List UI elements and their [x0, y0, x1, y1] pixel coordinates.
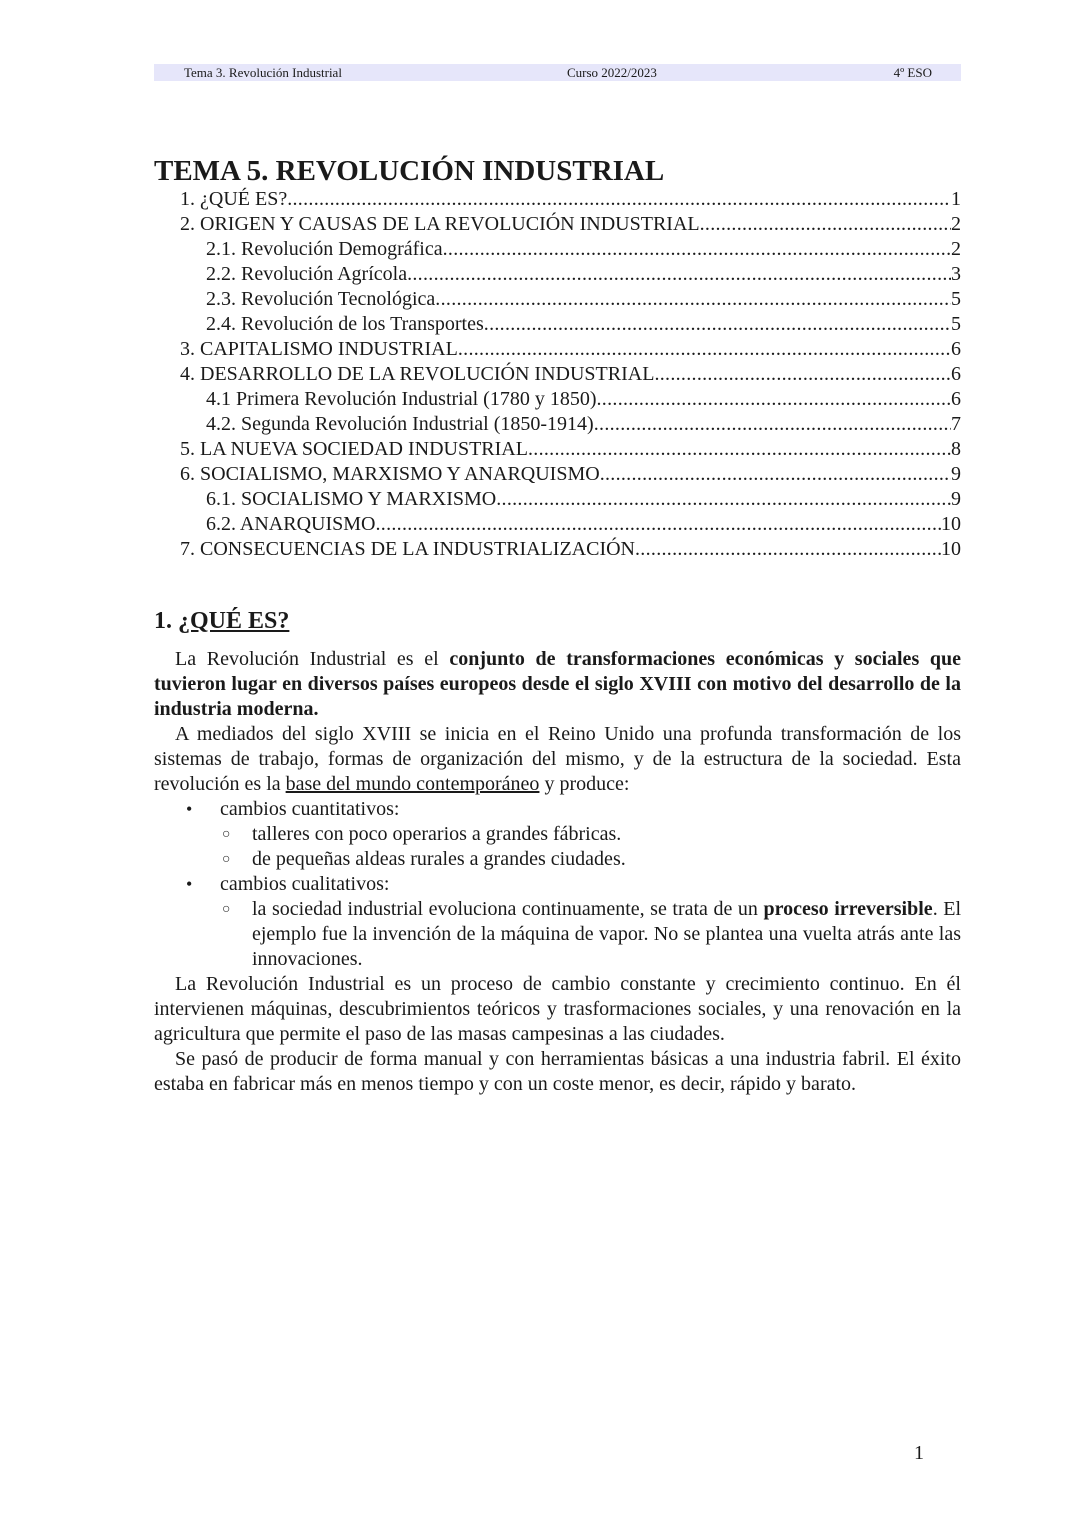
toc-entry-text: 2.3. Revolución Tecnológica: [206, 288, 436, 310]
paragraph-text: A mediados del siglo XVIII se inicia en el Reino Unido una profunda transformación de los sistemas de trabajo, formas de organización del mismo, y de la estructura de la sociedad. Esta revolución es la: [154, 723, 961, 795]
header-center: Curso 2022/2023: [567, 65, 657, 80]
toc-entry-page: 1: [951, 188, 961, 210]
header-left: Tema 3. Revolución Industrial: [184, 65, 342, 80]
toc-entry-text: 2. ORIGEN Y CAUSAS DE LA REVOLUCIÓN INDUSTRIAL: [180, 213, 700, 235]
toc-entry[interactable]: [180, 362, 961, 387]
toc-leader: [458, 337, 951, 362]
toc-entry-page: 5: [951, 288, 961, 310]
circle-bullet-icon: ○: [222, 852, 231, 867]
toc-entry[interactable]: [206, 412, 961, 437]
toc-entry-page: 7: [951, 413, 961, 435]
toc-leader: [435, 287, 951, 312]
circle-bullet-icon: ○: [222, 902, 231, 917]
page-header: [154, 64, 961, 81]
section-heading: [154, 605, 289, 637]
toc-leader: [375, 512, 941, 537]
toc-entry-page: 6: [951, 388, 961, 410]
toc-entry[interactable]: [206, 237, 961, 262]
sub-list: [220, 897, 961, 972]
page-number: 1: [914, 1442, 924, 1464]
toc-entry[interactable]: [206, 312, 961, 337]
toc-entry-page: 10: [941, 538, 961, 560]
list-item-text: cambios cualitativos:: [220, 873, 390, 895]
toc-entry-text: 2.2. Revolución Agrícola: [206, 263, 408, 285]
toc-leader: [528, 437, 951, 462]
paragraph-text: La Revolución Industrial es el: [175, 648, 450, 670]
sub-list-item: [222, 897, 962, 972]
bullet-icon: •: [186, 874, 193, 894]
sub-list-item: [222, 847, 961, 872]
toc-entry[interactable]: [180, 537, 961, 562]
toc-leader: [700, 212, 951, 237]
sub-list-item-bold-text: proceso irreversible: [763, 898, 933, 920]
section-title: ¿QUÉ ES?: [178, 608, 290, 634]
toc-entry-page: 9: [951, 488, 961, 510]
toc-entry-text: 6.1. SOCIALISMO Y MARXISMO: [206, 488, 497, 510]
table-of-contents: [180, 187, 961, 562]
toc-entry-page: 2: [951, 213, 961, 235]
list-item: [186, 797, 961, 872]
toc-entry-text: 2.1. Revolución Demográfica: [206, 238, 443, 260]
toc-entry-text: 1. ¿QUÉ ES?: [180, 188, 288, 210]
sub-list-item-text: de pequeñas aldeas rurales a grandes ciudades.: [252, 848, 626, 870]
toc-entry-text: 6. SOCIALISMO, MARXISMO Y ANARQUISMO: [180, 463, 600, 485]
toc-entry[interactable]: [206, 262, 961, 287]
toc-entry-text: 4.2. Segunda Revolución Industrial (1850-1914): [206, 413, 594, 435]
toc-leader: [635, 537, 941, 562]
bullet-icon: •: [186, 799, 193, 819]
toc-leader: [600, 462, 951, 487]
section-number: 1.: [154, 608, 172, 634]
toc-entry[interactable]: [206, 512, 961, 537]
toc-entry-text: 2.4. Revolución de los Transportes: [206, 313, 484, 335]
toc-leader: [594, 412, 951, 437]
toc-entry[interactable]: [206, 387, 961, 412]
toc-entry-text: 4. DESARROLLO DE LA REVOLUCIÓN INDUSTRIAL: [180, 363, 655, 385]
toc-leader: [407, 262, 951, 287]
toc-entry-text: 3. CAPITALISMO INDUSTRIAL: [180, 338, 458, 360]
toc-entry[interactable]: [180, 437, 961, 462]
toc-entry[interactable]: [206, 487, 961, 512]
paragraph-definition: [154, 647, 961, 722]
toc-entry-page: 2: [951, 238, 961, 260]
toc-entry-page: 10: [941, 513, 961, 535]
toc-entry-text: 6.2. ANARQUISMO: [206, 513, 376, 535]
toc-entry-page: 8: [951, 438, 961, 460]
paragraph-process: La Revolución Industrial es un proceso de cambio constante y crecimiento continuo. En él intervienen máquinas, descubrimientos teóricos y trasformaciones sociales, y una renovación en la agricultura que permite el paso de las masas campesinas a las ciudades.: [154, 973, 961, 1045]
paragraph-text: y produce:: [539, 773, 630, 795]
toc-leader: [484, 312, 951, 337]
sub-list-item-text: la sociedad industrial evoluciona continuamente, se trata de un: [252, 898, 764, 920]
toc-entry[interactable]: [180, 212, 961, 237]
toc-entry-page: 3: [951, 263, 961, 285]
changes-list: [154, 797, 961, 972]
toc-leader: [654, 362, 951, 387]
toc-leader: [597, 387, 952, 412]
toc-entry-page: 6: [951, 338, 961, 360]
section-body: [154, 647, 961, 1097]
paragraph-production: Se pasó de producir de forma manual y con herramientas básicas a una industria fabril. El éxito estaba en fabricar más en menos tiempo y con un coste menor, es decir, rápido y barato.: [154, 1048, 961, 1095]
toc-entry-text: 5. LA NUEVA SOCIEDAD INDUSTRIAL: [180, 438, 528, 460]
toc-entry-text: 4.1 Primera Revolución Industrial (1780 y 1850): [206, 388, 597, 410]
header-right: 4º ESO: [893, 65, 932, 80]
paragraph-underlined-text: base del mundo contemporáneo: [285, 773, 540, 795]
toc-entry[interactable]: [180, 187, 961, 212]
list-item: [186, 872, 962, 972]
sub-list-item: [222, 822, 961, 847]
toc-entry-text: 7. CONSECUENCIAS DE LA INDUSTRIALIZACIÓN: [180, 538, 635, 560]
list-item-text: cambios cuantitativos:: [220, 798, 400, 820]
paragraph-bold-text: conjunto de transformaciones económicas y sociales que tuvieron lugar en diversos países europeos desde el siglo XVIII con motivo del desarrollo de la industria moderna.: [154, 648, 961, 720]
toc-entry-page: 9: [951, 463, 961, 485]
sub-list-item-text: . El ejemplo fue la invención de la máquina de vapor. No se plantea una vuelta atrás ante las innovaciones.: [252, 898, 962, 970]
toc-leader: [287, 187, 951, 212]
toc-entry[interactable]: [206, 287, 961, 312]
toc-leader: [443, 237, 951, 262]
sub-list-item-text: talleres con poco operarios a grandes fábricas.: [252, 823, 622, 845]
circle-bullet-icon: ○: [222, 827, 231, 842]
toc-entry[interactable]: [180, 337, 961, 362]
toc-entry-page: 6: [951, 363, 961, 385]
toc-leader: [496, 487, 951, 512]
toc-entry[interactable]: [180, 462, 961, 487]
document-title: TEMA 5. REVOLUCIÓN INDUSTRIAL: [154, 155, 665, 187]
toc-entry-page: 5: [951, 313, 961, 335]
sub-list: [220, 822, 961, 872]
paragraph-origin: [154, 722, 961, 797]
